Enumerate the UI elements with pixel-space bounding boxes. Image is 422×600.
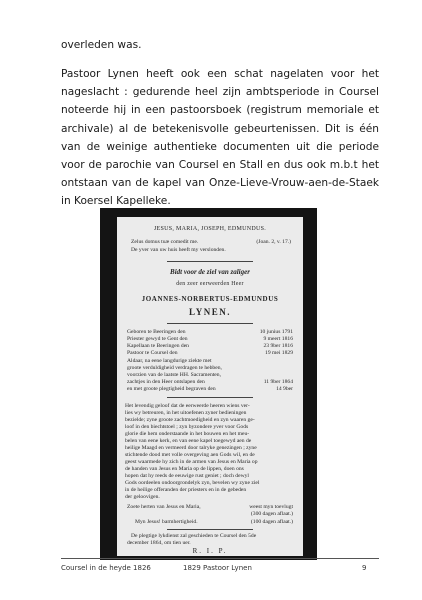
footer-center: 1829 Pastoor Lynen bbox=[183, 564, 252, 572]
card-body-line: bezielde; zyne groote zachtmoedigheid en zyn waaren ge- bbox=[125, 417, 255, 423]
card-body-line: stichtende dood met volle overgeving aen Gods wil, en de bbox=[125, 452, 255, 458]
card-bio-row bbox=[127, 343, 293, 349]
page-number: 9 bbox=[362, 564, 367, 572]
card-prayer-2-note: (100 dagen aflaat.) bbox=[250, 519, 293, 525]
card-death-date: 11 9ber 1864 bbox=[263, 379, 293, 385]
card-subtitle: den zeer eerweerden Heer bbox=[176, 281, 244, 287]
paragraph-pastoor-lynen: Pastoor Lynen heeft ook een schat nagelaten voor het nageslacht : gedurende heel zijn ambtsperiode in Coursel noteerde hij in een pastoorsboek (registrum memoriale et archivale) al de betekenisvolle gebeurtenissen. Dit is één van de weinige authentieke documenten uit die periode voor de parochie van Coursel en Stall en dus ook m.b.t het ontstaan van de kapel van Onze-Lieve-Vrouw-aen-de-Staek in Koersel Kapelleke. bbox=[61, 68, 379, 208]
prayer-card bbox=[117, 217, 303, 556]
card-surname: LYNEN. bbox=[189, 307, 231, 317]
card-burial-date: 14 9ber bbox=[276, 386, 293, 392]
card-bio-row bbox=[127, 336, 293, 342]
card-divider bbox=[167, 261, 253, 262]
card-death-line: groote verduldigheid verdragen te hebben, bbox=[127, 365, 222, 371]
card-prayer-1 bbox=[127, 504, 293, 510]
card-death-line: Aldaar, na eene langdurige ziekte met bbox=[127, 358, 212, 364]
card-burial-row bbox=[127, 386, 293, 392]
card-rip: R. I. P. bbox=[192, 547, 228, 555]
card-prayer-1-note: (300 dagen aflaat.) bbox=[250, 511, 293, 517]
card-closing-line: december 1864, om tien uer. bbox=[127, 540, 191, 546]
card-name: JOANNES-NORBERTUS-EDMUNDUS bbox=[141, 295, 279, 303]
card-quote-1-ref: (Joan. 2, v. 17.) bbox=[256, 239, 291, 245]
bio-label: Priester gewyd te Gent den bbox=[127, 336, 188, 342]
card-body-line: loof in den biechtstoel ; zyn byzondere yver voor Gods bbox=[125, 424, 249, 430]
card-body-line: hopen dat hy reeds de eeuwige rust geniet ; doch dewyl bbox=[125, 473, 249, 479]
card-body-line: de handen van Jesus en Maria op de lippen, doen ons bbox=[125, 466, 244, 472]
card-title: Bidt voor de ziel van zaliger bbox=[170, 268, 250, 276]
card-quote-2: De yver van uw huis heeft my verslonden. bbox=[131, 247, 226, 253]
card-body-line: belen van eene kerk, en van eene kapel toegewyd aen de bbox=[125, 438, 252, 444]
card-divider bbox=[167, 529, 253, 530]
card-burial-line: en met groote plegtigheid begraven den bbox=[127, 386, 216, 392]
bio-date: 10 junius 1791 bbox=[259, 329, 293, 335]
card-death-line: zachtjes in den Heer ontslapen den bbox=[127, 379, 205, 385]
footer-left: Coursel in de heyde 1826 bbox=[61, 564, 151, 572]
card-bio-row bbox=[127, 350, 293, 356]
bio-label: Kapellaan te Beeringen den bbox=[127, 343, 189, 349]
card-header: JESUS, MARIA, JOSEPH, EDMUNDUS. bbox=[153, 226, 267, 232]
prayer-1-text: Zoete herten van Jesus en Maria, bbox=[127, 504, 201, 510]
bio-date: 19 mei 1829 bbox=[265, 350, 293, 356]
card-body-line: glorie die hem onderstaande in het bouwen en het meu- bbox=[125, 431, 250, 437]
card-body-line: geest waarmede hy zich in de armen van Jesus en Maria op bbox=[125, 459, 258, 465]
card-body-line: Gods oordeelen ondoorgrondelyk zyn, bevelen wy zyne ziel bbox=[125, 480, 260, 486]
card-divider bbox=[167, 397, 253, 398]
footer-divider bbox=[61, 558, 379, 559]
card-death-row bbox=[127, 379, 293, 385]
card-quote-1 bbox=[131, 239, 291, 245]
card-body-line: heilige Maagd en vermeerd door talryke genezingen ; zyne bbox=[125, 445, 257, 451]
card-divider bbox=[167, 323, 253, 324]
prayer-1-right: weest myn toevlugt bbox=[249, 504, 293, 510]
card-body-line: in de heilige offeranden der priesters en in de gebeden bbox=[125, 487, 247, 493]
prayer-card-photo bbox=[100, 208, 317, 560]
card-quote-1-text: Zelus domus tuæ comedit me. bbox=[131, 239, 199, 245]
card-body-line: der geloovigen. bbox=[125, 494, 160, 500]
card-death-line: voorzien van de laatste HH. Sacramenten, bbox=[127, 372, 221, 378]
card-prayer-2: Myn Jesus! barmhertigheid. bbox=[135, 519, 198, 525]
paragraph-intro: overleden was. bbox=[61, 39, 142, 51]
card-closing-line: De plegtige lykdienst zal geschieden te Coursel den 5de bbox=[131, 533, 257, 539]
card-body-line: Het levendig geloof dat de eerweerde heeren wiens ver- bbox=[125, 403, 250, 409]
bio-date: 9 meert 1816 bbox=[263, 336, 293, 342]
bio-label: Pastoor te Coursel den bbox=[127, 350, 178, 356]
bio-date: 23 9ber 1816 bbox=[263, 343, 293, 349]
card-body-line: lies wy betreuren, in het uitoefenen zyner bedieningen bbox=[125, 410, 247, 416]
bio-label: Geboren te Beeringen den bbox=[127, 329, 186, 335]
card-bio-row bbox=[127, 329, 293, 335]
